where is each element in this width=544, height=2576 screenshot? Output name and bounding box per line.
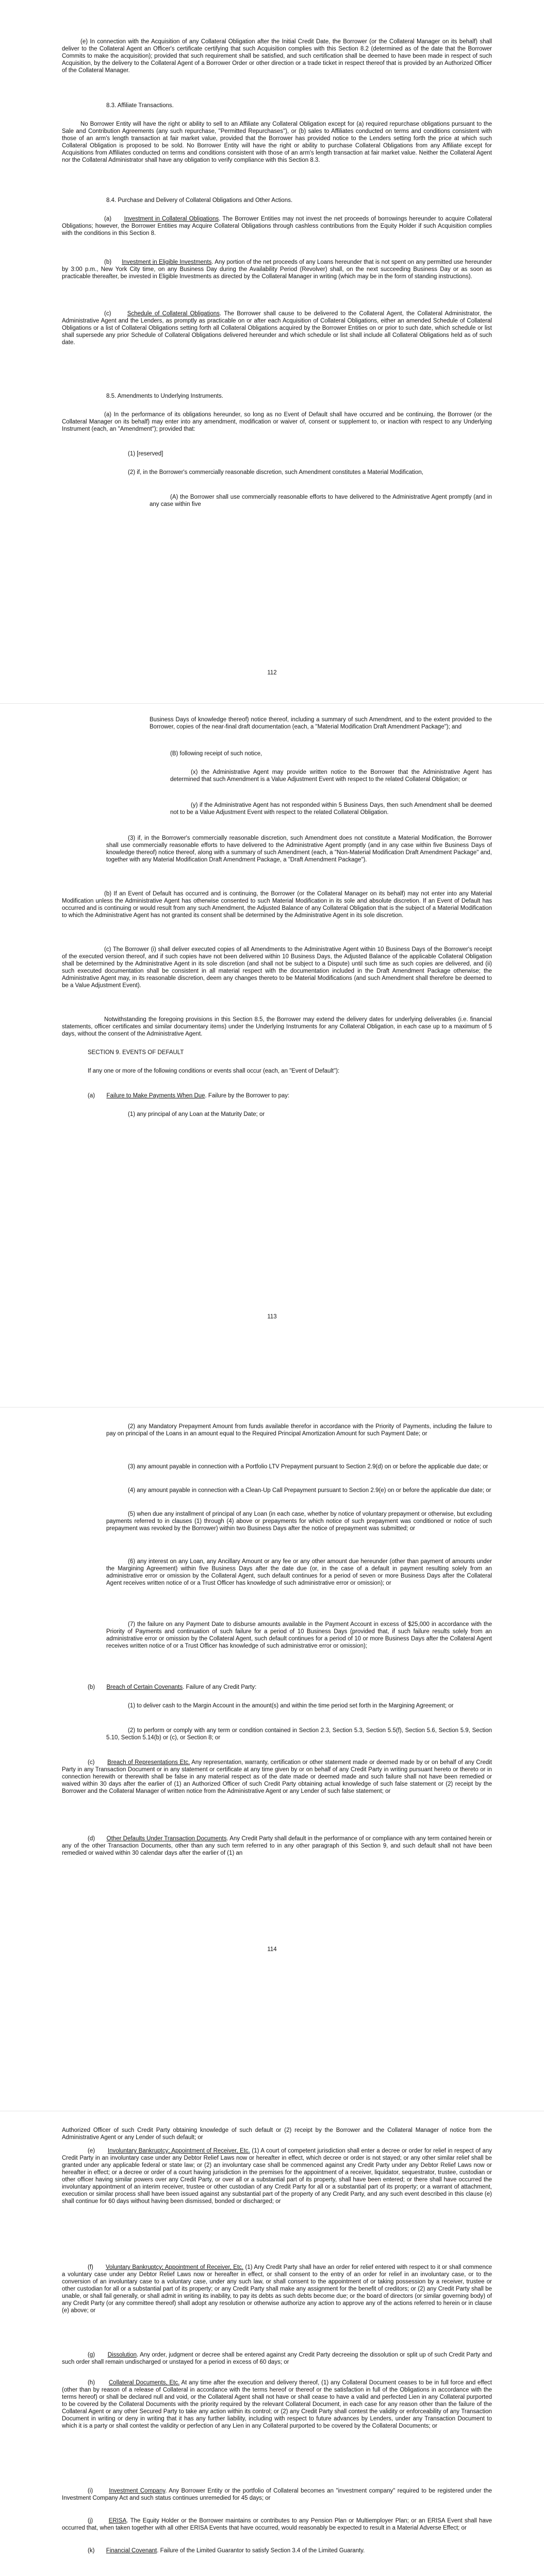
page-number-113: 113 <box>267 1314 277 1320</box>
para-9-d-continued: Authorized Officer of such Credit Party obtaining knowledge of such default or (2) receipt by the Borrower and the Collateral Manager of notice from the Administrative Agent or any Lender of such default; or <box>62 2127 492 2141</box>
para-9-c <box>62 1759 492 1795</box>
para-9-f <box>62 2264 492 2314</box>
label-9e: (e) <box>88 2148 95 2154</box>
para-8-5-a: (a) In the performance of its obligations hereunder, so long as no Event of Default shall have occurred and be continuing, the Borrower (or the Collateral Manager on its behalf) may enter into any amendment, modification or waiver of, consent or supplement to, or inaction with respect to any Underlying Instrument (each, an "Amendment"); provided that: <box>62 412 492 432</box>
para-notwithstanding: Notwithstanding the foregoing provisions in this Section 8.5, the Borrower may extend the delivery dates for underlying deliverables (i.e. financial statements, officer certificates and similar documentary items) under the Underlying Instruments for any Collateral Obligation, in each case up to a maximum of 5 days, without the consent of the Administrative Agent. <box>62 1016 492 1037</box>
para-8-4-c <box>62 310 492 346</box>
para-9-b-1: (1) to deliver cash to the Margin Account in the amount(s) and within the time period set forth in the Margining Agreement; or <box>128 1703 454 1709</box>
para-9-h <box>62 2379 492 2430</box>
para-A-shall: (A) the Borrower shall use commercially reasonable efforts to have delivered to the Administrative Agent promptly (and in any case within five <box>150 494 492 507</box>
para-8-5-c: (c) The Borrower (i) shall deliver executed copies of all Amendments to the Administrative Agent within 10 Business Days of the Borrower's receipt of the executed version thereof, and if such copies have not been delivered within 10 Business Days, the Adjusted Balance of the applicable Collateral Obligation shall be determined by the Administrative Agent in its sole discretion (and shall not be subject to a Dispute) until such time as such copies are delivered, and (ii) such executed documentation shall be consistent in all material respect with the documentation included in the Draft Amendment Package otherwise; the Administrative Agent may, in its reasonable discretion, deem any changes thereto to be Material Modifications (and such Amendment shall therefore be deemed to be a Value Adjustment Event). <box>62 946 492 989</box>
label-b: (b) <box>104 259 112 265</box>
label-9a: (a) <box>88 1093 95 1099</box>
label-9f: (f) <box>88 2264 93 2270</box>
label-9c: (c) <box>88 1759 95 1766</box>
title-investment-collateral: Investment in Collateral Obligations <box>124 216 219 222</box>
para-8-5-b: (b) If an Event of Default has occurred and is continuing, the Borrower (or the Collateral Manager on its behalf) may not enter into any Material Modification unless the Administrative Agent has otherwise consented to such Material Modification in its sole and absolute discretion. If an Event of Default has occurred and is continuing or would result from any such Amendment, the Adjusted Balance of any Collateral Obligation that is the subject of a Material Modification to which the Administrative Agent has not granted its consent shall be determined by the Administrative Agent in its sole discretion. <box>62 891 492 919</box>
para-8-4-b <box>62 259 492 280</box>
para-3-nonmaterial: (3) if, in the Borrower's commercially reasonable discretion, such Amendment does not constitute a Material Modification, the Borrower shall use commercially reasonable efforts to have delivered to the Administrative Agent promptly (and in any case within five Business Days of knowledge thereof) notice thereof, along with a summary of such Amendment (each, a "Non-Material Modification Draft Amendment Package" and, together with any Material Modification Draft Amendment Package, a "Draft Amendment Package"). <box>106 835 492 863</box>
title-investment-eligible: Investment in Eligible Investments <box>122 259 212 265</box>
text-9b: . Failure of any Credit Party: <box>183 1684 257 1690</box>
para-9-a-7: (7) the failure on any Payment Date to disburse amounts available in the Payment Account in excess of $25,000 in accordance with the Priority of Payments and continuation of such failure for a period of 10 Business Days (provided that, if such failure results solely from an administrative error or omission by the Collateral Agent, such default continues for a period of 10 or more Business Days after the Collateral Agent receives written notice of or a Trust Officer has knowledge of such administrative error or omission); <box>106 1621 492 1649</box>
title-voluntary-bankruptcy: Voluntary Bankruptcy; Appointment of Receiver, Etc. <box>105 2264 244 2270</box>
title-dissolution: Dissolution <box>107 2352 137 2358</box>
label-c: (c) <box>104 311 111 317</box>
title-investment-company: Investment Company <box>109 2488 166 2494</box>
text-9k: . Failure of the Limited Guarantor to satisfy Section 3.4 of the Limited Guaranty. <box>157 2548 365 2554</box>
page-114 <box>0 1408 544 2111</box>
para-9-i <box>62 2487 492 2502</box>
label-9d: (d) <box>88 1836 95 1842</box>
text-9i: . Any Borrower Entity or the portfolio of Collateral becomes an "investment company" required to be registered under the Investment Company Act and such status continues unremedied for 45 days; or <box>62 2488 492 2501</box>
page-number-112: 112 <box>267 670 277 676</box>
para-8-4-a <box>62 215 492 237</box>
para-section-9-intro: If any one or more of the following conditions or events shall occur (each, an "Event of Default"): <box>88 1068 340 1074</box>
label-9b: (b) <box>88 1684 95 1690</box>
para-9-a-4: (4) any amount payable in connection with a Clean-Up Call Prepayment pursuant to Section 2.9(e) on or before the applicable due date; or <box>128 1487 491 1494</box>
title-erisa: ERISA <box>108 2518 127 2524</box>
title-financial-covenant: Financial Covenant <box>106 2548 157 2554</box>
para-9-g <box>62 2351 492 2366</box>
para-8-3: No Borrower Entity will have the right or ability to sell to an Affiliate any Collateral Obligation except for (a) required repurchase obligations pursuant to the Sale and Contribution Agreements (any such repurchase, "Permitted Repurchases"), or (b) sales to Affiliates conducted on terms and conditions consistent with those of an arm's length transaction at fair market value, provided that the Borrower has provided notice to the Lenders setting forth the price at which such Collateral Obligation is proposed to be sold. No Borrower Entity will have the right or ability to purchase Collateral Obligations from any Affiliate except for Acquisitions from Affiliates conducted on terms and conditions consistent with those of an arm's length transaction at fair market value. Neither the Collateral Agent nor the Collateral Administrator shall have any obligation to verify compliance with this Section 8.3. <box>62 121 492 163</box>
para-9-a-2: (2) any Mandatory Prepayment Amount from funds available therefor in accordance with the Priority of Payments, including the failure to pay on principal of the Loans in an amount equal to the Required Principal Amortization Amount for such Payment Date; or <box>106 1423 492 1437</box>
text-9c: Any representation, warranty, certification or other statement made or deemed made by or on behalf of any Credit Party in any Transaction Document or in any statement or certificate at any time given by or on behalf of any Credit Party in writing pursuant hereto or thereto or in connection herewith or therewith shall be false in any material respect as of the date made or deemed made and such failure shall not have been remedied or waived within 30 days after the earlier of (1) an Authorized Officer of such Credit Party obtaining actual knowledge of such false statement or (2) receipt by the Borrower and the Collateral Manager of written notice from the Administrative Agent or any Lender of such false statement; or <box>62 1759 492 1794</box>
para-9-j <box>62 2517 492 2532</box>
text-b: . Any portion of the net proceeds of any Loans hereunder that is not spent on any permitted use hereunder by 3:00 p.m., New York City time, on any Business Day during the Availability Period (Revolver) shall, on the next succeeding Business Day or as soon as practicable thereafter, be invested in Eligible Investments as directed by the Collateral Manager in writing (which may be in the form of standing instructions). <box>62 259 492 280</box>
text-9j: . The Equity Holder or the Borrower maintains or contributes to any Pension Plan or Multiemployer Plan; or an ERISA Event shall have occurred that, when taken together with all other ERISA Events that have occurred, would reasonably be expected to result in a Material Adverse Effect; or <box>62 2518 492 2531</box>
para-9-a-1: (1) any principal of any Loan at the Maturity Date; or <box>128 1111 265 1117</box>
para-9-d <box>62 1835 492 1857</box>
text-9g: . Any order, judgment or decree shall be entered against any Credit Party decreeing the dissolution or split up of such Credit Party and such order shall remain undischarged or unstayed for a period in excess of 60 days; or <box>62 2352 492 2365</box>
text-9a: . Failure by the Borrower to pay: <box>205 1093 290 1099</box>
heading-8-5: 8.5. Amendments to Underlying Instruments. <box>106 393 223 399</box>
text-c: . The Borrower shall cause to be delivered to the Collateral Agent, the Collateral Administrator, the Administrative Agent and the Lenders, as promptly as practicable on or after each Acquisition of Collateral Obligations, either an amended Schedule of Collateral Obligations or a list of Collateral Obligations setting forth all Collateral Obligations acquired by the Borrower Entities on or prior to such date, which schedule or list shall supersede any prior Schedule of Collateral Obligations delivered hereunder and which schedule or list shall include all Collateral Obligations held as of such date. <box>62 311 492 346</box>
para-9-a-6: (6) any interest on any Loan, any Ancillary Amount or any fee or any other amount due hereunder (other than payment of amounts under the Margining Agreement) within five Business Days after the date due (or, in the case of a default in payment resulting solely from an administrative error or omission by the Collateral Agent, such default continues for a period of seven or more Business Days after the Collateral Agent receives written notice of or a Trust Officer has knowledge of such administrative error or omission); or <box>106 1558 492 1586</box>
page-115 <box>0 2111 544 2576</box>
heading-8-3: 8.3. Affiliate Transactions. <box>106 103 174 109</box>
para-reserved: (1) [reserved] <box>128 451 163 457</box>
para-B-following: (B) following receipt of such notice, <box>170 751 262 757</box>
title-collateral-documents: Collateral Documents, Etc. <box>108 2380 180 2386</box>
para-9-a-5: (5) when due any installment of principal of any Loan (in each case, whether by notice of voluntary prepayment or otherwise, but excluding payments referred to in clauses (1) through (4) above or prepayments for which notice of such prepayment was conditioned or notice of such prepayment was revoked by the Borrower) within two Business Days after the notice of prepayment was submitted; or <box>106 1511 492 1532</box>
para-9-b <box>88 1684 492 1691</box>
text-a: . The Borrower Entities may not invest the net proceeds of borrowings hereunder to acquire Collateral Obligations; however, the Borrower Entities may Acquire Collateral Obligations through cashless contributions from the Equity Holder if such Acquisition complies with the conditions in this Section 8. <box>62 216 492 236</box>
para-8-2-e: (e) In connection with the Acquisition of any Collateral Obligation after the Initial Credit Date, the Borrower (or the Collateral Manager on its behalf) shall deliver to the Collateral Agent an Officer's certificate certifying that such Acquisition complies with this Section 8.2 (determined as of the date that the Borrower Commits to make the acquisition); provided that such requirement shall be satisfied, and such certification shall be deemed to have been made in respect of such Acquisition, by the delivery to the Collateral Agent of a Borrower Order or other direction or a trade ticket in respect thereof that is provided by an Authorized Officer of the Collateral Manager. <box>62 39 492 74</box>
para-y: (y) if the Administrative Agent has not responded within 5 Business Days, then such Amendment shall be deemed not to be a Value Adjustment Event with respect to the related Collateral Obligation. <box>170 802 492 816</box>
label-a: (a) <box>104 216 112 222</box>
text-9f: (1) Any Credit Party shall have an order for relief entered with respect to it or shall commence a voluntary case under any Debtor Relief Laws now or hereafter in effect, or shall consent to the entry of an order for relief in an involuntary case, or to the conversion of an involuntary case to a voluntary case, under any such law, or shall consent to the appointment of or taking possession by a receiver, trustee or other custodian for all or a substantial part of its property; or any Credit Party shall make any assignment for the benefit of creditors; or (2) any Credit Party shall be unable, or shall fail generally, or shall admit in writing its inability, to pay its debts as such debts become due; or the board of directors (or similar governing body) of any Credit Party (or any committee thereof) shall adopt any resolution or otherwise authorize any action to approve any of the actions referred to herein or in clause (e) above; or <box>62 2264 492 2314</box>
label-9g: (g) <box>88 2352 95 2358</box>
label-9k: (k) <box>88 2548 95 2554</box>
para-9-b-2: (2) to perform or comply with any term or condition contained in Section 2.3, Section 5.3, Section 5.5(f), Section 5.6, Section 5.9, Section 5.10, Section 5.14(b) or (c), or Section 8; or <box>106 1727 492 1741</box>
title-involuntary-bankruptcy: Involuntary Bankruptcy; Appointment of Receiver, Etc. <box>107 2148 250 2154</box>
label-9h: (h) <box>88 2380 95 2386</box>
para-9-a <box>88 1092 492 1099</box>
page-112 <box>0 0 544 703</box>
page-113 <box>0 704 544 1407</box>
title-other-defaults: Other Defaults Under Transaction Documents <box>106 1836 227 1842</box>
para-9-a-3: (3) any amount payable in connection with a Portfolio LTV Prepayment pursuant to Section 2.9(d) on or before the applicable due date; or <box>128 1464 488 1470</box>
title-breach-covenants: Breach of Certain Covenants <box>106 1684 183 1690</box>
title-failure-payments: Failure to Make Payments When Due <box>106 1093 205 1099</box>
para-x: (x) the Administrative Agent may provide written notice to the Borrower that the Administrative Agent has determined that such Amendment is a Value Adjustment Event with respect to the related Collateral Obligation; or <box>170 769 492 783</box>
page-number-114: 114 <box>267 1946 277 1953</box>
para-9-k <box>62 2547 492 2554</box>
text-9d: . Any Credit Party shall default in the performance of or compliance with any term contained herein or any of the other Transaction Documents, other than any such term referred to in any other paragraph of this Section 9, and such default shall not have been remedied or waived within 30 calendar days after the earlier of (1) an <box>62 1836 492 1856</box>
title-schedule-collateral: Schedule of Collateral Obligations <box>127 311 220 317</box>
label-9i: (i) <box>88 2488 93 2494</box>
title-breach-representations: Breach of Representations Etc. <box>107 1759 190 1766</box>
para-A-continued: Business Days of knowledge thereof) notice thereof, including a summary of such Amendment, and to the extent provided to the Borrower, copies of the near-final draft documentation (each, a "Material Modification Draft Amendment Package"); and <box>150 717 492 730</box>
heading-section-9: SECTION 9. EVENTS OF DEFAULT <box>88 1049 184 1056</box>
text-9h: At any time after the execution and delivery thereof, (1) any Collateral Document ceases to be in full force and effect (other than by reason of a release of Collateral in accordance with the terms hereof or thereof or the satisfaction in full of the Obligations in accordance with the terms hereof) or shall be declared null and void, or the Collateral Agent shall not have or shall cease to have a valid and perfected Lien in any Collateral purported to be covered by the Collateral Documents with the priority required by the relevant Collateral Document, in each case for any reason other than the failure of the Collateral Agent or any other Secured Party to take any action within its control; or (2) any Credit Party shall contest the validity or enforceability of any Transaction Document in writing or deny in writing that it has any further liability, including with respect to future advances by Lenders, under any Transaction Document to which it is a party or shall contest the validity or perfection of any Lien in any Collateral purported to be covered by the Collateral Documents; or <box>62 2380 492 2429</box>
heading-8-4: 8.4. Purchase and Delivery of Collateral Obligations and Other Actions. <box>106 197 293 204</box>
para-9-e <box>62 2147 492 2205</box>
para-material-mod: (2) if, in the Borrower's commercially reasonable discretion, such Amendment constitutes a Material Modification, <box>128 469 423 476</box>
text-9e: (1) A court of competent jurisdiction shall enter a decree or order for relief in respect of any Credit Party in an involuntary case under any Debtor Relief Laws now or hereafter in effect, which decree or order is not stayed; or any other similar relief shall be granted under any applicable federal or state law; or (2) an involuntary case shall be commenced against any Credit Party under any Debtor Relief Laws now or hereafter in effect; or a decree or order of a court having jurisdiction in the premises for the appointment of a receiver, liquidator, sequestrator, trustee, custodian or other officer having similar powers over any Credit Party, or over all or a substantial part of its property, shall have been entered; or there shall have occurred the involuntary appointment of an interim receiver, trustee or other custodian of any Credit Party for all or a substantial part of its property; or a warrant of attachment, execution or similar process shall have been issued against any substantial part of the property of any Credit Party, and any such event described in this clause (e) shall continue for 60 days without having been dismissed, bonded or discharged; or <box>62 2148 492 2205</box>
label-9j: (j) <box>88 2518 93 2524</box>
